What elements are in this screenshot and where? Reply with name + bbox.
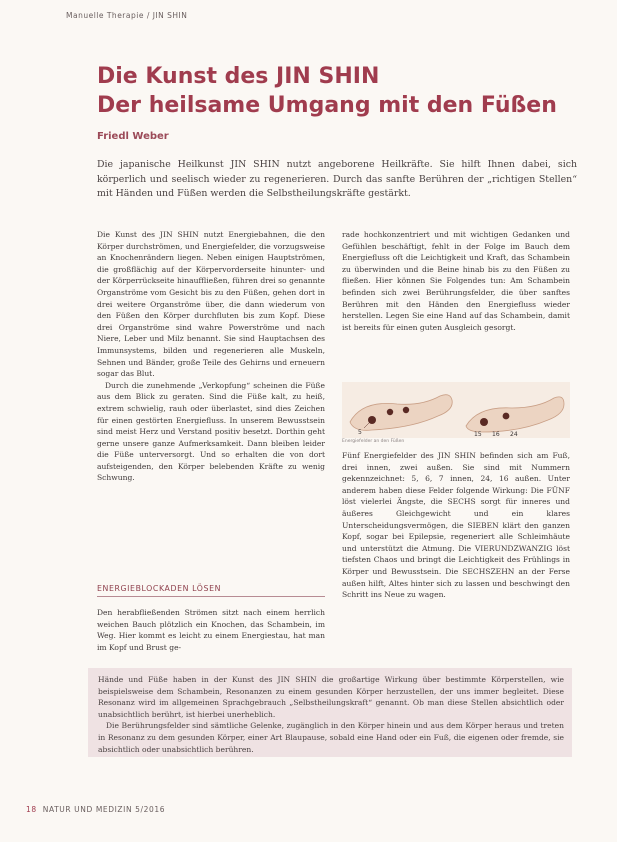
section-label: Manuelle Therapie / JIN SHIN [66, 11, 188, 20]
title-line-1: Die Kunst des JIN SHIN [97, 64, 380, 89]
lead-paragraph: Die japanische Heilkunst JIN SHIN nutzt angeborene Heilkräfte. Sie hilft Ihnen dabei, sich körperlich und seelisch wieder zu regenerieren. Durch das sanfte Berühren der „richtigen Stellen“ mit Händen und Füßen werden die Selbstheilungskräfte gestärkt. [97, 159, 577, 200]
body-column-left [97, 229, 325, 484]
body-paragraph: rade hochkonzentriert und mit wichtigen Gedanken und Gefühlen beschäftigt, fehlt in der Folge im Bauch dem Energiefluss oft die Leichtigkeit und Kraft, das Schambein zu überwinden und die Beine hinab bis zu den Füßen zu fließen. Hier können Sie Folgendes tun: Am Schambein befinden sich zwei Berührungsfelder, die über sanftes Berühren mit den Händen den Energiefluss wieder herstellen. Legen Sie eine Hand auf das Schambein, damit ist bereits für einen guten Ausgleich gesorgt. [342, 230, 570, 332]
energy-field-dot [503, 413, 510, 420]
figure-label-5: 5 [358, 429, 362, 436]
publication-name: NATUR UND MEDIZIN 5/2016 [42, 805, 166, 814]
title-line-2: Der heilsame Umgang mit den Füßen [97, 93, 557, 118]
figure-label-24: 24 [510, 431, 518, 438]
energy-field-dot [403, 407, 409, 413]
energy-field-dot [387, 409, 393, 415]
info-box-paragraph: Die Berührungsfelder sind sämtliche Gelenke, zugänglich in den Körper hinein und aus dem Körper heraus und treten in Resonanz zu dem gesunden Körper, einer Art Blaupause, sobald eine Hand oder ein Fuß, die eigenen oder fremde, sie absichtlich oder unabsichtlich berühren. [98, 721, 564, 754]
body-column-left-continued [97, 607, 325, 653]
body-paragraph: Den herabfließenden Strömen sitzt nach einem herrlich weichen Bauch plötzlich ein Knochen, das Schambein, im Weg. Hier kommt es leicht zu einem Energiestau, hat man im Kopf und Brust ge- [97, 608, 325, 652]
section-subheading: ENERGIEBLOCKADEN LÖSEN [97, 584, 325, 597]
figure-label-15: 15 [474, 431, 482, 438]
figure-caption: Energiefelder an den Füßen [342, 439, 405, 444]
body-paragraph: Durch die zunehmende „Verkopfung“ scheinen die Füße aus dem Blick zu geraten. Sind die Füße kalt, zu heiß, extrem schwielig, rauh oder überlastet, sind dies Zeichen für einen gestörten Energiefluss. In unserem Bewusstsein sind meist Herz und Verstand positiv besetzt. Dorthin geht gerne unsere ganze Aufmerksamkeit. Dann bleiben leider die Füße unterversorgt. Und so erhalten die von dort aufsteigenden, den Körper belebenden Kräfte zu wenig Schwung. [97, 380, 325, 483]
author-name: Friedl Weber [97, 131, 169, 142]
page-footer [26, 805, 165, 814]
body-paragraph: Die Kunst des JIN SHIN nutzt Energiebahnen, die den Körper durchströmen, und Energiefelder, die vorzugsweise an Knochenrändern liegen. Neben einigen Hauptströmen, die großflächig auf der Körpervorderseite hinunter- und der Körperrückseite hinauffließen, führen drei so genannte Organströme vom Gesicht bis zu den Füßen, gehen dort in drei weitere Organströme über, die dann wiederum von den Füßen den Körper durchfluten bis zum Kopf. Diese drei Organströme sind wahre Powerströme und nach Niere, Leber und Milz benannt. Sie sind Hauptachsen des Immunsystems, bilden und regenerieren alle Muskeln, Sehnen und Bänder, große Teile des Gehirns und erneuern sogar das Blut. [97, 230, 325, 379]
article-title [97, 62, 577, 120]
body-column-right [342, 229, 570, 333]
body-column-right-lower [342, 450, 570, 601]
figure-label-16: 16 [492, 431, 500, 438]
energy-field-dot [480, 418, 488, 426]
info-box-text [98, 674, 564, 755]
foot-energy-fields-figure [342, 382, 570, 438]
info-box-paragraph: Hände und Füße haben in der Kunst des JIN SHIN die großartige Wirkung über bestimmte Körperstellen, wie beispielsweise dem Schambein, Resonanzen zu einem gesunden Körper herzustellen, der uns immer begleitet. Diese Resonanz wird im allgemeinen Sprachgebrauch „Selbstheilungskraft“ genannt. Ob man diese Stellen absichtlich oder unabsichtlich berührt, ist hierbei unerheblich. [98, 675, 564, 719]
page-number: 18 [26, 805, 37, 814]
body-paragraph: Fünf Energiefelder des JIN SHIN befinden sich am Fuß, drei innen, zwei außen. Sie sind mit Nummern gekennzeichnet: 5, 6, 7 innen, 24, 16 außen. Unter anderem haben diese Felder folgende Wirkung: Die FÜNF löst vielerlei Ängste, die SECHS sorgt für inneres und äußeres Gleichgewicht und ein klares Unterscheidungsvermögen, die SIEBEN klärt den ganzen Kopf, sogar bei Epilepsie, regeneriert alle Schleimhäute und unterstützt die Atmung. Die VIERUNDZWANZIG löst tiefsten Chaos und bringt die Leichtigkeit des Frühlings in Körper und Bewusstsein. Die SECHSZEHN an der Ferse außen hilft, Altes hinter sich zu lassen und beschwingt den Schritt ins Neue zu wagen. [342, 451, 570, 600]
